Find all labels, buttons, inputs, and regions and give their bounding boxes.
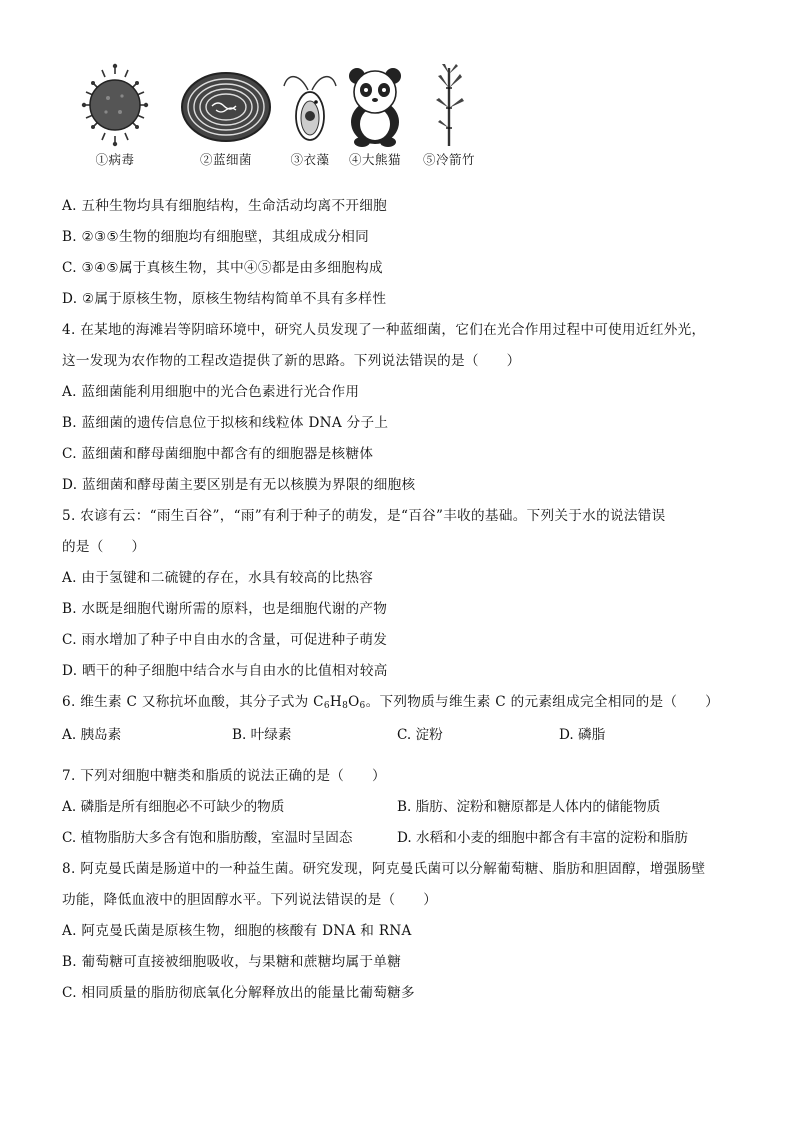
caption-panda: ④大熊猫 <box>348 152 401 167</box>
q6-option-c[interactable]: C. 淀粉 <box>397 727 443 743</box>
figure-bamboo <box>412 62 486 168</box>
q3-option-d[interactable]: D. ②属于原核生物，原核生物结构简单不具有多样性 <box>62 291 387 307</box>
q6-formula-h: H <box>329 694 343 710</box>
figure-chlamydomonas <box>280 62 340 168</box>
q7-option-b[interactable]: B. 脂肪、淀粉和糖原都是人体内的储能物质 <box>397 799 661 815</box>
q6-option-a[interactable]: A. 胰岛素 <box>62 727 122 743</box>
caption-cyanobacteria: ②蓝细菌 <box>199 152 252 167</box>
q8-stem-line2: 功能，降低血液中的胆固醇水平。下列说法错误的是（ ） <box>62 892 438 908</box>
q4-stem-line1: 4. 在某地的海滩岩等阴暗环境中，研究人员发现了一种蓝细菌，它们在光合作用过程中可使用近红外光， <box>62 322 706 338</box>
q5-option-c[interactable]: C. 雨水增加了种子中自由水的含量，可促进种子萌发 <box>62 632 388 648</box>
q8-stem-line1: 8. 阿克曼氏菌是肠道中的一种益生菌。研究发现，阿克曼氏菌可以分解葡萄糖、脂肪和胆固醇，增强肠壁 <box>62 861 706 877</box>
caption-virus: ①病毒 <box>95 152 135 167</box>
q3-option-c[interactable]: C. ③④⑤属于真核生物，其中④⑤都是由多细胞构成 <box>62 260 383 276</box>
q6-formula-sub-h: 8 <box>342 701 349 711</box>
q4-option-c[interactable]: C. 蓝细菌和酵母菌细胞中都含有的细胞器是核糖体 <box>62 446 374 462</box>
caption-chlamydomonas: ③衣藻 <box>290 152 330 167</box>
bamboo-icon <box>412 62 486 148</box>
virus-icon <box>80 62 150 148</box>
q3-option-a[interactable]: A. 五种生物均具有细胞结构，生命活动均离不开细胞 <box>62 198 388 214</box>
q7-option-c[interactable]: C. 植物脂肪大多含有饱和脂肪酸，室温时呈固态 <box>62 830 353 846</box>
q5-option-d[interactable]: D. 晒干的种子细胞中结合水与自由水的比值相对较高 <box>62 663 388 679</box>
organism-figure <box>72 62 475 174</box>
q6-stem <box>62 690 719 711</box>
q5-option-a[interactable]: A. 由于氢键和二硫键的存在，水具有较高的比热容 <box>62 570 374 586</box>
q6-option-d[interactable]: D. 磷脂 <box>559 727 606 743</box>
q5-option-b[interactable]: B. 水既是细胞代谢所需的原料，也是细胞代谢的产物 <box>62 601 388 617</box>
q8-option-c[interactable]: C. 相同质量的脂肪彻底氧化分解释放出的能量比葡萄糖多 <box>62 985 415 1001</box>
chlamydomonas-icon <box>280 62 340 148</box>
figure-panda <box>340 62 410 168</box>
figure-virus <box>80 62 150 168</box>
q7-option-a[interactable]: A. 磷脂是所有细胞必不可缺少的物质 <box>62 799 285 815</box>
q6-formula-sub-c: 6 <box>323 701 330 711</box>
figure-cyanobacteria <box>178 62 274 168</box>
q6-option-b[interactable]: B. 叶绿素 <box>232 727 292 743</box>
q7-option-d[interactable]: D. 水稻和小麦的细胞中都含有丰富的淀粉和脂肪 <box>397 830 688 846</box>
q8-option-a[interactable]: A. 阿克曼氏菌是原核生物，细胞的核酸有 DNA 和 RNA <box>62 923 412 939</box>
q8-option-b[interactable]: B. 葡萄糖可直接被细胞吸收，与果糖和蔗糖均属于单糖 <box>62 954 402 970</box>
caption-bamboo: ⑤冷箭竹 <box>422 152 475 167</box>
q3-option-b[interactable]: B. ②③⑤生物的细胞均有细胞壁，其组成成分相同 <box>62 229 370 245</box>
q6-stem-post: 。下列物质与维生素 C 的元素组成完全相同的是（ ） <box>365 694 719 710</box>
q7-stem: 7. 下列对细胞中糖类和脂质的说法正确的是（ ） <box>62 768 386 784</box>
q4-stem-line2: 这一发现为农作物的工程改造提供了新的思路。下列说法错误的是（ ） <box>62 353 521 369</box>
panda-icon <box>340 62 410 148</box>
q5-stem-line2: 的是（ ） <box>62 539 146 555</box>
q4-option-b[interactable]: B. 蓝细菌的遗传信息位于拟核和线粒体 DNA 分子上 <box>62 415 389 431</box>
q6-formula-sub-o: 6 <box>359 701 366 711</box>
cyanobacteria-icon <box>178 62 274 148</box>
q4-option-d[interactable]: D. 蓝细菌和酵母菌主要区别是有无以核膜为界限的细胞核 <box>62 477 416 493</box>
q6-formula-o: O <box>348 694 360 710</box>
q6-stem-pre: 6. 维生素 C 又称抗坏血酸，其分子式为 C <box>62 694 324 710</box>
q5-stem-line1: 5. 农谚有云：“雨生百谷”，“雨”有利于种子的萌发，是“百谷”丰收的基础。下列关于水的说法错误 <box>62 508 666 524</box>
q4-option-a[interactable]: A. 蓝细菌能利用细胞中的光合色素进行光合作用 <box>62 384 360 400</box>
